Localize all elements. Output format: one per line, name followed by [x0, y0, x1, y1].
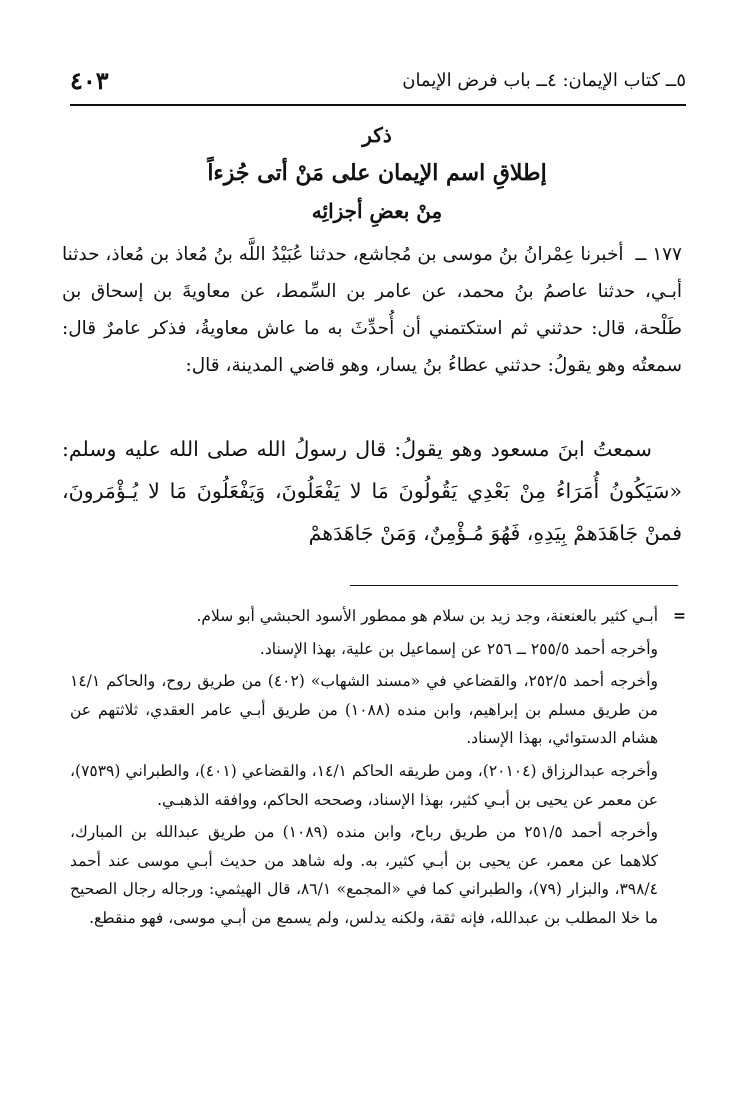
heading-line-1: ذكر [362, 123, 392, 147]
footnote-rule [350, 585, 678, 586]
section-heading [60, 116, 694, 230]
page-number: ٤٠٣ [70, 65, 109, 95]
footnote-paragraph: وأخرجه عبدالرزاق (٢٠١٠٤)، ومن طريقه الحاكم ١٤/١، والقضاعي (٤٠١)، والطبراني (٧٥٣٩)، عن معمر عن يحيى بن أبـي كثير، بهذا الإسناد، وصححه الحاكم، ووافقه الذهبـي. [70, 761, 659, 809]
hadith-text: سمعتُ ابنَ مسعود وهو يقولُ: قال رسولُ الله صلى الله عليه وسلم: «سَيَكُونُ أُمَرَاءُ مِنْ بَعْدِي يَقُولُونَ مَا لا يَفْعَلُونَ، وَيَفْعَلُونَ مَا لا يُـؤْمَرونَ، فمنْ جَاهَدَهمْ بِيَدِهِ، فَهُوَ مُـؤْمِنٌ، وَمَنْ جَاهَدَهمْ [62, 437, 682, 545]
header-rule [70, 104, 686, 106]
hadith-matn [62, 428, 682, 554]
heading-line-2: إطلاقِ اسم الإيمان على مَنْ أتى جُزءاً [207, 160, 547, 186]
footnote-paragraph [70, 602, 686, 631]
heading-line-3: مِنْ بعضِ أجزائِه [311, 199, 443, 223]
footnote-text: أبـي كثير بالعنعنة، وجد زيد بن سلام هو ممطور الأسود الحبشي أبو سلام. [196, 607, 658, 625]
footnote-paragraph: وأخرجه أحمد ٢٥٥/٥ ــ ٢٥٦ عن إسماعيل بن علية، بهذا الإسناد. [259, 639, 658, 658]
hadith-number: ١٧٧ ــ [635, 244, 682, 265]
chapter-title: ٥ــ كتاب الإيمان: ٤ــ باب فرض الإيمان [402, 69, 686, 91]
continuation-mark: = [673, 606, 686, 625]
isnad-paragraph [62, 236, 682, 384]
isnad-text: أخبرنا عِمْرانُ بنُ موسى بن مُجاشع، حدثنا عُبَيْدُ اللَّه بنُ مُعاذ بن مُعاذ، حدثنا أبـي، حدثنا عاصمُ بنُ محمد، عن عامر بن السِّمط، عن معاويةَ بن إسحاق بن طَلْحة، قال: حدثني ثم استكتمني أن أُحدِّثَ به ما عاش معاويةُ، فذكر عامرٌ قال: سمعتُه وهو يقولُ: حدثني عطاءُ بنُ يسار، وهو قاضي المدينة، قال: [62, 244, 682, 376]
running-head [70, 60, 686, 100]
footnote-paragraph: وأخرجه أحمد ٢٥٢/٥، والقضاعي في «مسند الشهاب» (٤٠٢) من طريق روح، والحاكم ١٤/١ من طريق مسلم بن إبراهيم، وابن منده (١٠٨٨) من طريق أبـي عامر العقدي، ثلاثتهم عن هشام الدستوائي، بهذا الإسناد. [70, 672, 659, 748]
footnote-paragraph: وأخرجه أحمد ٢٥١/٥ من طريق رباح، وابن منده (١٠٨٩) من طريق عبدالله بن المبارك، كلاهما عن معمر، عن يحيى بن أبـي كثير، به. وله شاهد من حديث أبـي موسى عند أحمد ٣٩٨/٤، والبزار (٧٩)، والطبراني كما في «المجمع» ٨٦/١، قال الهيثمي: ورجاله رجال الصحيح ما خلا المطلب بن عبدالله، فإنه ثقة، ولكنه يدلس، ولم يسمع من أبـي موسى، فهو منقطع. [70, 823, 659, 927]
footnotes [70, 602, 686, 937]
